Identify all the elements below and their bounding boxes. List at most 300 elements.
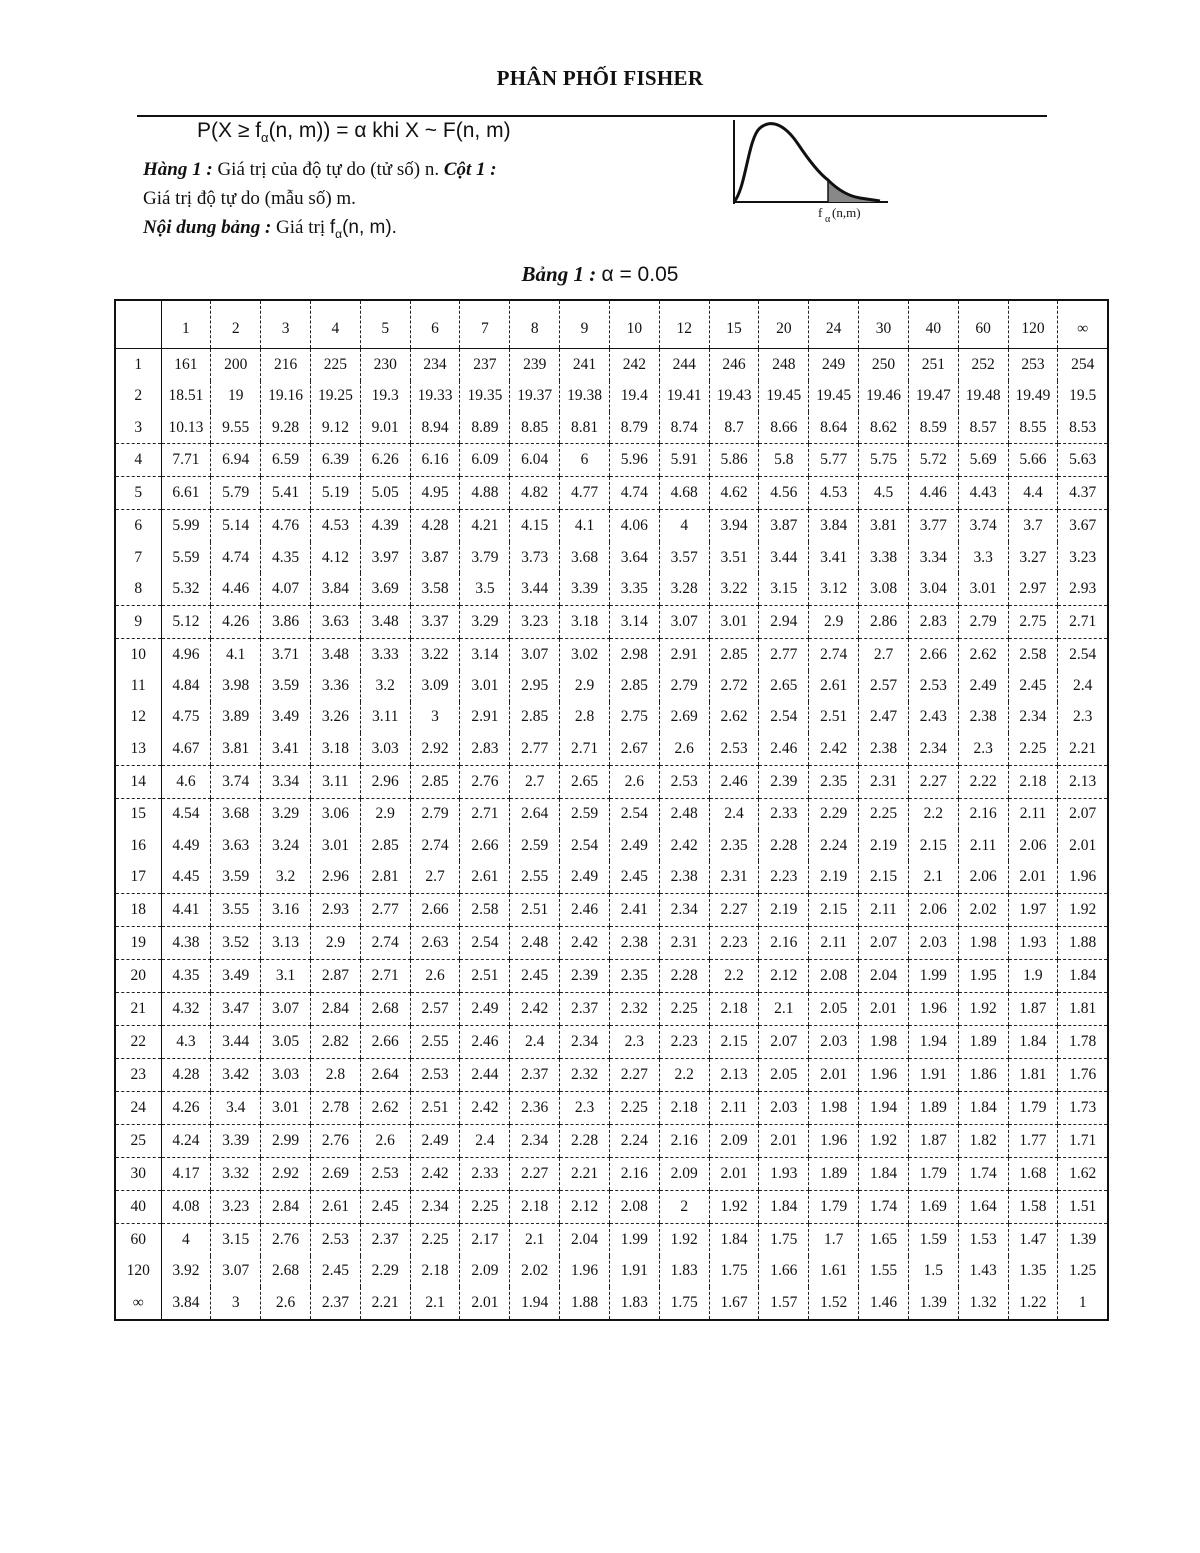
- content-alpha: α: [335, 226, 343, 241]
- table-cell: 2.4: [460, 1124, 510, 1157]
- table-cell: 5.86: [709, 444, 759, 477]
- table-cell: 1.88: [560, 1287, 610, 1320]
- table-cell: 3.71: [261, 638, 311, 670]
- table-cell: 5.19: [310, 477, 360, 510]
- table-cell: 2.66: [908, 638, 958, 670]
- table-cell: 19.41: [659, 381, 709, 412]
- table-cell: 2.58: [460, 894, 510, 927]
- table-cell: 2.96: [310, 861, 360, 893]
- formula-rest: (n, m)) = α khi X ~ F(n, m): [268, 119, 511, 142]
- table-cell: 19.45: [759, 381, 809, 412]
- table-cell: 2.42: [510, 993, 560, 1026]
- table-cell: 2.31: [709, 861, 759, 893]
- table-cell: 3.41: [261, 733, 311, 765]
- table-cell: 3.1: [261, 960, 311, 993]
- table-cell: 2.18: [659, 1091, 709, 1124]
- table-cell: 2.37: [310, 1287, 360, 1320]
- table-cell: 2.12: [560, 1190, 610, 1223]
- table-cell: 2.19: [809, 861, 859, 893]
- table-cell: 4.76: [261, 510, 311, 542]
- row-header: 16: [115, 830, 161, 861]
- table-cell: 2.84: [310, 993, 360, 1026]
- table-row: [115, 1058, 1108, 1091]
- table-cell: 2.48: [510, 927, 560, 960]
- table-cell: 2.4: [510, 1026, 560, 1059]
- table-cell: 2.05: [809, 993, 859, 1026]
- table-cell: 2.54: [759, 702, 809, 733]
- description-line-3: [143, 217, 397, 241]
- table-cell: 1.64: [958, 1190, 1008, 1223]
- table-cell: 3.92: [161, 1256, 211, 1287]
- table-cell: 3.07: [659, 605, 709, 638]
- table-cell: 3.27: [1008, 542, 1058, 573]
- table-cell: 2.17: [460, 1223, 510, 1255]
- table-cell: 5.14: [211, 510, 261, 542]
- table-cell: 4.46: [211, 573, 261, 605]
- table-cell: 2.59: [560, 798, 610, 830]
- table-cell: 2.61: [460, 861, 510, 893]
- description-line-1: [143, 159, 497, 181]
- table-cell: 2.94: [759, 605, 809, 638]
- table-cell: 2.53: [360, 1157, 410, 1190]
- table-cell: 9.01: [360, 412, 410, 444]
- table-cell: 2.33: [759, 798, 809, 830]
- table-cell: 2.11: [809, 927, 859, 960]
- table-cell: 19.5: [1058, 381, 1108, 412]
- table-cell: 2.97: [1008, 573, 1058, 605]
- table-cell: 3.59: [211, 861, 261, 893]
- table-row: [115, 702, 1108, 733]
- table-cell: 3.48: [360, 605, 410, 638]
- column-header: 10: [609, 300, 659, 349]
- table-cell: 2.71: [460, 798, 510, 830]
- table-cell: 3.44: [510, 573, 560, 605]
- table-cell: 2.16: [958, 798, 1008, 830]
- table-cell: 1.81: [1058, 993, 1108, 1026]
- table-cell: 2.62: [709, 702, 759, 733]
- table-row: [115, 638, 1108, 670]
- content-label: Nội dung bảng :: [143, 217, 272, 238]
- table-cell: 3.68: [211, 798, 261, 830]
- table-cell: 3.15: [759, 573, 809, 605]
- table-cell: 4.35: [161, 960, 211, 993]
- table-cell: 2.82: [310, 1026, 360, 1059]
- table-cell: 1.69: [908, 1190, 958, 1223]
- table-cell: 2.16: [659, 1124, 709, 1157]
- table-cell: 2.54: [560, 830, 610, 861]
- table-cell: 2.51: [460, 960, 510, 993]
- table-cell: 2.78: [310, 1091, 360, 1124]
- table-cell: 3.18: [560, 605, 610, 638]
- table-cell: 3.04: [908, 573, 958, 605]
- table-cell: 4: [659, 510, 709, 542]
- table-cell: 3.15: [211, 1223, 261, 1255]
- table-cell: 1.75: [659, 1287, 709, 1320]
- table-cell: 1.99: [908, 960, 958, 993]
- table-cell: 2.08: [609, 1190, 659, 1223]
- table-cell: 2.46: [759, 733, 809, 765]
- table-cell: 3.7: [1008, 510, 1058, 542]
- table-cell: 3.23: [510, 605, 560, 638]
- table-cell: 2.64: [510, 798, 560, 830]
- table-cell: 2.76: [310, 1124, 360, 1157]
- row-header: 14: [115, 765, 161, 798]
- table-row: [115, 1026, 1108, 1059]
- row-header: 120: [115, 1256, 161, 1287]
- table-cell: 6.04: [510, 444, 560, 477]
- table-cell: 3.57: [659, 542, 709, 573]
- table-caption: [0, 262, 1200, 287]
- table-cell: 2.27: [609, 1058, 659, 1091]
- table-cell: 216: [261, 349, 311, 381]
- table-cell: 5.05: [360, 477, 410, 510]
- table-cell: 2.42: [560, 927, 610, 960]
- table-cell: 2.42: [659, 830, 709, 861]
- table-cell: 3.22: [709, 573, 759, 605]
- table-cell: 2.18: [510, 1190, 560, 1223]
- table-cell: 2.06: [1008, 830, 1058, 861]
- table-cell: 1.84: [1008, 1026, 1058, 1059]
- table-cell: 3.05: [261, 1026, 311, 1059]
- row-header: 15: [115, 798, 161, 830]
- table-cell: 8.55: [1008, 412, 1058, 444]
- row-header: 2: [115, 381, 161, 412]
- table-cell: 8.81: [560, 412, 610, 444]
- column-header: 12: [659, 300, 709, 349]
- table-cell: 3.52: [211, 927, 261, 960]
- table-cell: 2.43: [908, 702, 958, 733]
- table-cell: 2.11: [709, 1091, 759, 1124]
- table-cell: 4.28: [161, 1058, 211, 1091]
- table-cell: 4.1: [211, 638, 261, 670]
- table-cell: 1.96: [859, 1058, 909, 1091]
- table-cell: 1.99: [609, 1223, 659, 1255]
- table-cell: 5.69: [958, 444, 1008, 477]
- table-cell: 2.15: [908, 830, 958, 861]
- fisher-table: [114, 299, 1109, 1321]
- table-cell: 3.63: [211, 830, 261, 861]
- table-cell: 4.06: [609, 510, 659, 542]
- table-cell: 6.09: [460, 444, 510, 477]
- table-cell: 3.58: [410, 573, 460, 605]
- table-cell: 2.85: [709, 638, 759, 670]
- table-cell: 2.01: [1058, 830, 1108, 861]
- table-cell: 2.92: [261, 1157, 311, 1190]
- table-cell: 4.17: [161, 1157, 211, 1190]
- table-cell: 3.5: [460, 573, 510, 605]
- table-row: [115, 573, 1108, 605]
- table-cell: 2.49: [958, 671, 1008, 702]
- table-cell: 2.16: [609, 1157, 659, 1190]
- table-cell: 2.34: [1008, 702, 1058, 733]
- row-header: 10: [115, 638, 161, 670]
- caption-label: Bảng 1 :: [521, 262, 597, 286]
- table-row: [115, 894, 1108, 927]
- table-cell: 1.96: [560, 1256, 610, 1287]
- table-cell: 2.24: [809, 830, 859, 861]
- table-cell: 3.41: [809, 542, 859, 573]
- table-cell: 4.96: [161, 638, 211, 670]
- table-cell: 2.1: [410, 1287, 460, 1320]
- table-cell: 1.92: [958, 993, 1008, 1026]
- row-header: 40: [115, 1190, 161, 1223]
- table-cell: 2.93: [1058, 573, 1108, 605]
- table-cell: 3.44: [211, 1026, 261, 1059]
- table-cell: 3.87: [759, 510, 809, 542]
- table-cell: 1.84: [709, 1223, 759, 1255]
- table-cell: 3.29: [261, 798, 311, 830]
- table-cell: 4.26: [161, 1091, 211, 1124]
- table-cell: 19.43: [709, 381, 759, 412]
- content-description: Giá trị: [271, 217, 330, 238]
- table-cell: 19.33: [410, 381, 460, 412]
- table-cell: 2.28: [659, 960, 709, 993]
- table-cell: 2.37: [360, 1223, 410, 1255]
- table-cell: 19.49: [1008, 381, 1058, 412]
- table-cell: 1.73: [1058, 1091, 1108, 1124]
- table-cell: 3.02: [560, 638, 610, 670]
- table-cell: 3.08: [859, 573, 909, 605]
- table-cell: 19.46: [859, 381, 909, 412]
- content-nm: (n, m).: [342, 217, 397, 238]
- table-cell: 2.54: [1058, 638, 1108, 670]
- table-cell: 2.83: [908, 605, 958, 638]
- table-cell: 2.25: [659, 993, 709, 1026]
- column-header: 20: [759, 300, 809, 349]
- table-body: [115, 349, 1108, 1321]
- table-cell: 6.16: [410, 444, 460, 477]
- table-cell: 4.5: [859, 477, 909, 510]
- table-cell: 2.03: [759, 1091, 809, 1124]
- table-row: [115, 861, 1108, 893]
- table-row: [115, 671, 1108, 702]
- row-header: 12: [115, 702, 161, 733]
- table-cell: 2.32: [560, 1058, 610, 1091]
- table-cell: 4.35: [261, 542, 311, 573]
- table-row: [115, 1287, 1108, 1320]
- table-cell: 1.87: [908, 1124, 958, 1157]
- table-cell: 1.35: [1008, 1256, 1058, 1287]
- table-cell: 2.71: [360, 960, 410, 993]
- table-cell: 2.03: [809, 1026, 859, 1059]
- table-cell: 2.45: [360, 1190, 410, 1223]
- table-cell: 2.34: [410, 1190, 460, 1223]
- column-header: 6: [410, 300, 460, 349]
- table-cell: 1.92: [1058, 894, 1108, 927]
- table-cell: 4.74: [609, 477, 659, 510]
- table-cell: 5.99: [161, 510, 211, 542]
- table-cell: 2.81: [360, 861, 410, 893]
- table-cell: 2.63: [410, 927, 460, 960]
- table-cell: 3.18: [310, 733, 360, 765]
- table-cell: 251: [908, 349, 958, 381]
- table-cell: 2.98: [609, 638, 659, 670]
- table-cell: 1.75: [759, 1223, 809, 1255]
- table-cell: 2.32: [609, 993, 659, 1026]
- table-cell: 3.44: [759, 542, 809, 573]
- table-cell: 3.38: [859, 542, 909, 573]
- table-cell: 2.05: [759, 1058, 809, 1091]
- table-cell: 3.67: [1058, 510, 1108, 542]
- table-cell: 3.81: [859, 510, 909, 542]
- table-cell: 225: [310, 349, 360, 381]
- table-cell: 3.39: [560, 573, 610, 605]
- table-cell: 1.77: [1008, 1124, 1058, 1157]
- table-cell: 2.31: [659, 927, 709, 960]
- table-cell: 2.3: [958, 733, 1008, 765]
- table-cell: 2.13: [709, 1058, 759, 1091]
- table-cell: 19.25: [310, 381, 360, 412]
- table-cell: 2.68: [261, 1256, 311, 1287]
- row-header: 21: [115, 993, 161, 1026]
- formula-alpha: α: [261, 130, 269, 146]
- table-cell: 2.85: [510, 702, 560, 733]
- table-cell: 3.32: [211, 1157, 261, 1190]
- table-row: [115, 542, 1108, 573]
- table-cell: 19.48: [958, 381, 1008, 412]
- table-cell: 2.1: [510, 1223, 560, 1255]
- table-cell: 3.03: [360, 733, 410, 765]
- table-cell: 2.01: [809, 1058, 859, 1091]
- table-cell: 2.18: [1008, 765, 1058, 798]
- table-cell: 4.07: [261, 573, 311, 605]
- table-cell: 2.1: [759, 993, 809, 1026]
- figure-label-nm: (n,m): [832, 205, 861, 220]
- table-cell: 2.39: [759, 765, 809, 798]
- table-cell: 3.55: [211, 894, 261, 927]
- table-cell: 2.25: [859, 798, 909, 830]
- table-cell: 2.79: [410, 798, 460, 830]
- table-cell: 2.06: [908, 894, 958, 927]
- table-cell: 2.83: [460, 733, 510, 765]
- table-cell: 2.46: [460, 1026, 510, 1059]
- table-cell: 4.28: [410, 510, 460, 542]
- row-header: 9: [115, 605, 161, 638]
- fisher-density-figure: [728, 118, 898, 230]
- table-cell: 2.67: [609, 733, 659, 765]
- table-cell: 3.48: [310, 638, 360, 670]
- table-cell: 2.61: [809, 671, 859, 702]
- table-cell: 2.53: [659, 765, 709, 798]
- content-f: f: [329, 217, 336, 238]
- table-cell: 3.73: [510, 542, 560, 573]
- table-cell: 2.6: [360, 1124, 410, 1157]
- table-cell: 3.59: [261, 671, 311, 702]
- table-cell: 1.39: [908, 1287, 958, 1320]
- table-cell: 3.81: [211, 733, 261, 765]
- table-cell: 2.34: [560, 1026, 610, 1059]
- table-row: [115, 733, 1108, 765]
- table-cell: 8.62: [859, 412, 909, 444]
- table-cell: 2.38: [609, 927, 659, 960]
- table-cell: 1.39: [1058, 1223, 1108, 1255]
- table-cell: 5.96: [609, 444, 659, 477]
- table-cell: 4.45: [161, 861, 211, 893]
- table-cell: 4.08: [161, 1190, 211, 1223]
- table-cell: 8.66: [759, 412, 809, 444]
- table-cell: 4.38: [161, 927, 211, 960]
- table-row: [115, 830, 1108, 861]
- column-header: 30: [859, 300, 909, 349]
- table-cell: 2.49: [560, 861, 610, 893]
- table-cell: 2.57: [859, 671, 909, 702]
- table-cell: 2.47: [859, 702, 909, 733]
- table-cell: 19.35: [460, 381, 510, 412]
- row-header: 20: [115, 960, 161, 993]
- table-cell: 234: [410, 349, 460, 381]
- figure-label-alpha: α: [825, 214, 831, 225]
- table-cell: 3.22: [410, 638, 460, 670]
- table-cell: 2.92: [410, 733, 460, 765]
- table-cell: 3: [211, 1287, 261, 1320]
- row-header: 24: [115, 1091, 161, 1124]
- column-header: 4: [310, 300, 360, 349]
- table-cell: 3.86: [261, 605, 311, 638]
- table-cell: 4.46: [908, 477, 958, 510]
- table-cell: 1.84: [759, 1190, 809, 1223]
- table-cell: 254: [1058, 349, 1108, 381]
- table-cell: 1.87: [1008, 993, 1058, 1026]
- table-cell: 1.89: [809, 1157, 859, 1190]
- table-cell: 3.23: [211, 1190, 261, 1223]
- table-cell: 1.97: [1008, 894, 1058, 927]
- row-header: 22: [115, 1026, 161, 1059]
- table-row: [115, 381, 1108, 412]
- table-cell: 4.39: [360, 510, 410, 542]
- formula-start: P(X ≥ f: [197, 119, 262, 142]
- table-cell: 19.3: [360, 381, 410, 412]
- figure-label-f: f: [818, 205, 823, 220]
- table-cell: 3.07: [211, 1256, 261, 1287]
- row-header: 18: [115, 894, 161, 927]
- table-cell: 18.51: [161, 381, 211, 412]
- table-cell: 2.19: [759, 894, 809, 927]
- table-cell: 2.68: [360, 993, 410, 1026]
- table-cell: 8.7: [709, 412, 759, 444]
- table-cell: 3.13: [261, 927, 311, 960]
- table-cell: 3.97: [360, 542, 410, 573]
- table-cell: 1.71: [1058, 1124, 1108, 1157]
- table-cell: 3.34: [261, 765, 311, 798]
- table-cell: 4.26: [211, 605, 261, 638]
- table-cell: 2.51: [410, 1091, 460, 1124]
- table-cell: 246: [709, 349, 759, 381]
- table-cell: 4.49: [161, 830, 211, 861]
- table-cell: 2.75: [609, 702, 659, 733]
- table-cell: 2.09: [460, 1256, 510, 1287]
- table-cell: 2.04: [859, 960, 909, 993]
- table-cell: 248: [759, 349, 809, 381]
- table-cell: 2.57: [410, 993, 460, 1026]
- table-row: [115, 349, 1108, 381]
- table-cell: 2.07: [1058, 798, 1108, 830]
- table-cell: 3.16: [261, 894, 311, 927]
- table-cell: 241: [560, 349, 610, 381]
- table-cell: 1.46: [859, 1287, 909, 1320]
- table-cell: 2.42: [809, 733, 859, 765]
- table-cell: 2.77: [759, 638, 809, 670]
- table-cell: 2.27: [709, 894, 759, 927]
- table-cell: 2.85: [360, 830, 410, 861]
- table-cell: 3.84: [161, 1287, 211, 1320]
- table-cell: 2.46: [709, 765, 759, 798]
- table-cell: 3.01: [310, 830, 360, 861]
- table-cell: 1.88: [1058, 927, 1108, 960]
- row-header: 7: [115, 542, 161, 573]
- table-cell: 2.09: [709, 1124, 759, 1157]
- table-cell: 3.26: [310, 702, 360, 733]
- table-cell: 2.35: [809, 765, 859, 798]
